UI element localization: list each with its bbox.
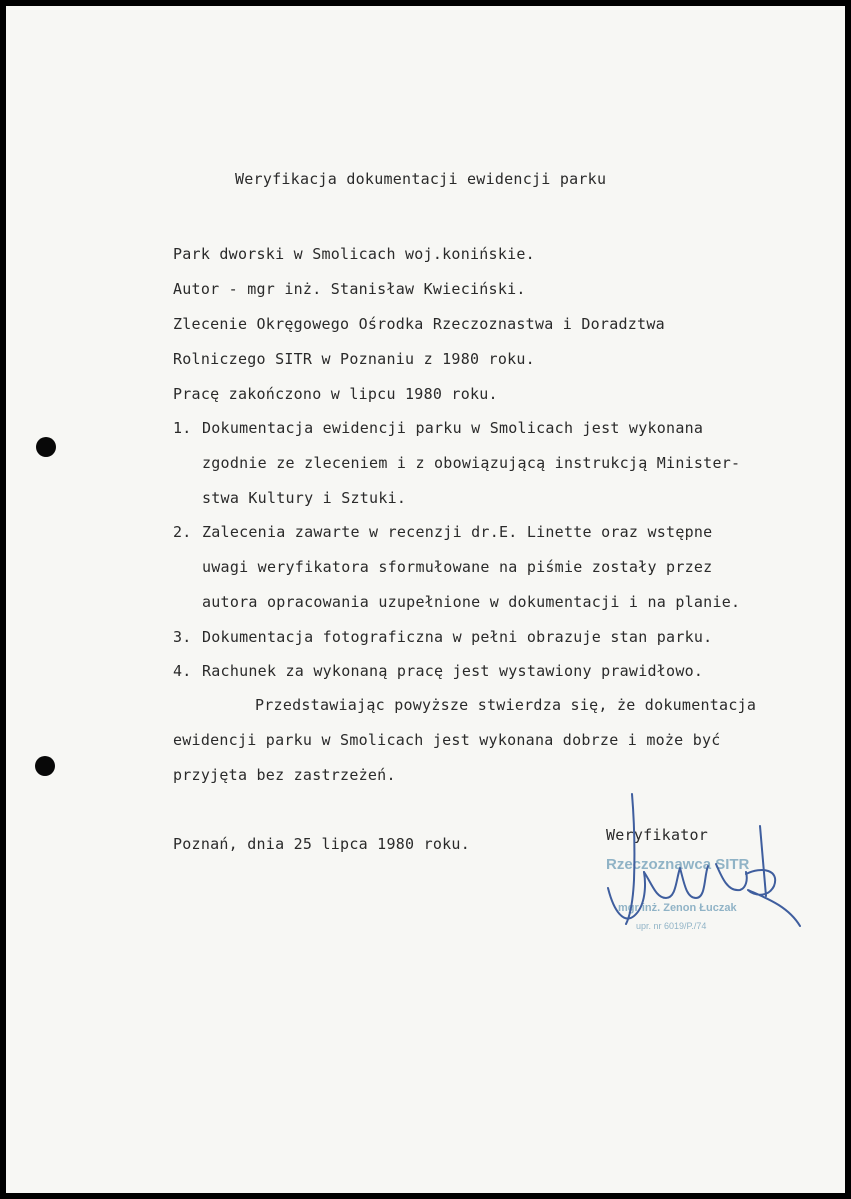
item-number: 3. <box>173 628 192 646</box>
intro-line: Pracę zakończono w lipcu 1980 roku. <box>173 385 498 403</box>
signature <box>596 788 806 938</box>
item-line: autora opracowania uzupełnione w dokumentacji i na planie. <box>202 593 741 611</box>
item-line: zgodnie ze zleceniem i z obowiązującą instrukcją Minister- <box>202 454 741 472</box>
punch-hole-top <box>36 437 56 457</box>
item-line: Dokumentacja fotograficzna w pełni obrazuje stan parku. <box>202 628 713 646</box>
item-number: 1. <box>173 419 192 437</box>
punch-hole-bottom <box>35 756 55 776</box>
item-line: Rachunek za wykonaną pracę jest wystawiony prawidłowo. <box>202 662 704 680</box>
document-page <box>6 6 845 1193</box>
intro-line: Zlecenie Okręgowego Ośrodka Rzeczoznastwa i Doradztwa <box>173 315 665 333</box>
conclusion-line: przyjęta bez zastrzeżeń. <box>173 766 396 784</box>
conclusion-line: ewidencji parku w Smolicach jest wykonana dobrze i może być <box>173 731 721 749</box>
intro-line: Park dworski w Smolicach woj.konińskie. <box>173 245 535 263</box>
item-number: 2. <box>173 523 192 541</box>
stamp-line-3: upr. nr 6019/P./74 <box>636 921 707 931</box>
conclusion-line: Przedstawiając powyższe stwierdza się, że dokumentacja <box>255 696 757 714</box>
stamp-line-1: Rzeczoznawca SITR <box>606 856 750 873</box>
item-line: stwa Kultury i Sztuki. <box>202 489 407 507</box>
item-line: Zalecenia zawarte w recenzji dr.E. Linette oraz wstępne <box>202 523 713 541</box>
stamp-line-2: mgr inż. Zenon Łuczak <box>618 902 737 914</box>
item-line: Dokumentacja ewidencji parku w Smolicach jest wykonana <box>202 419 704 437</box>
item-line: uwagi weryfikatora sformułowane na piśmie zostały przez <box>202 558 713 576</box>
intro-line: Rolniczego SITR w Poznaniu z 1980 roku. <box>173 350 535 368</box>
document-title: Weryfikacja dokumentacji ewidencji parku <box>235 170 607 188</box>
signer-role: Weryfikator <box>606 826 709 844</box>
place-date: Poznań, dnia 25 lipca 1980 roku. <box>173 835 470 853</box>
item-number: 4. <box>173 662 192 680</box>
intro-line: Autor - mgr inż. Stanisław Kwieciński. <box>173 280 526 298</box>
